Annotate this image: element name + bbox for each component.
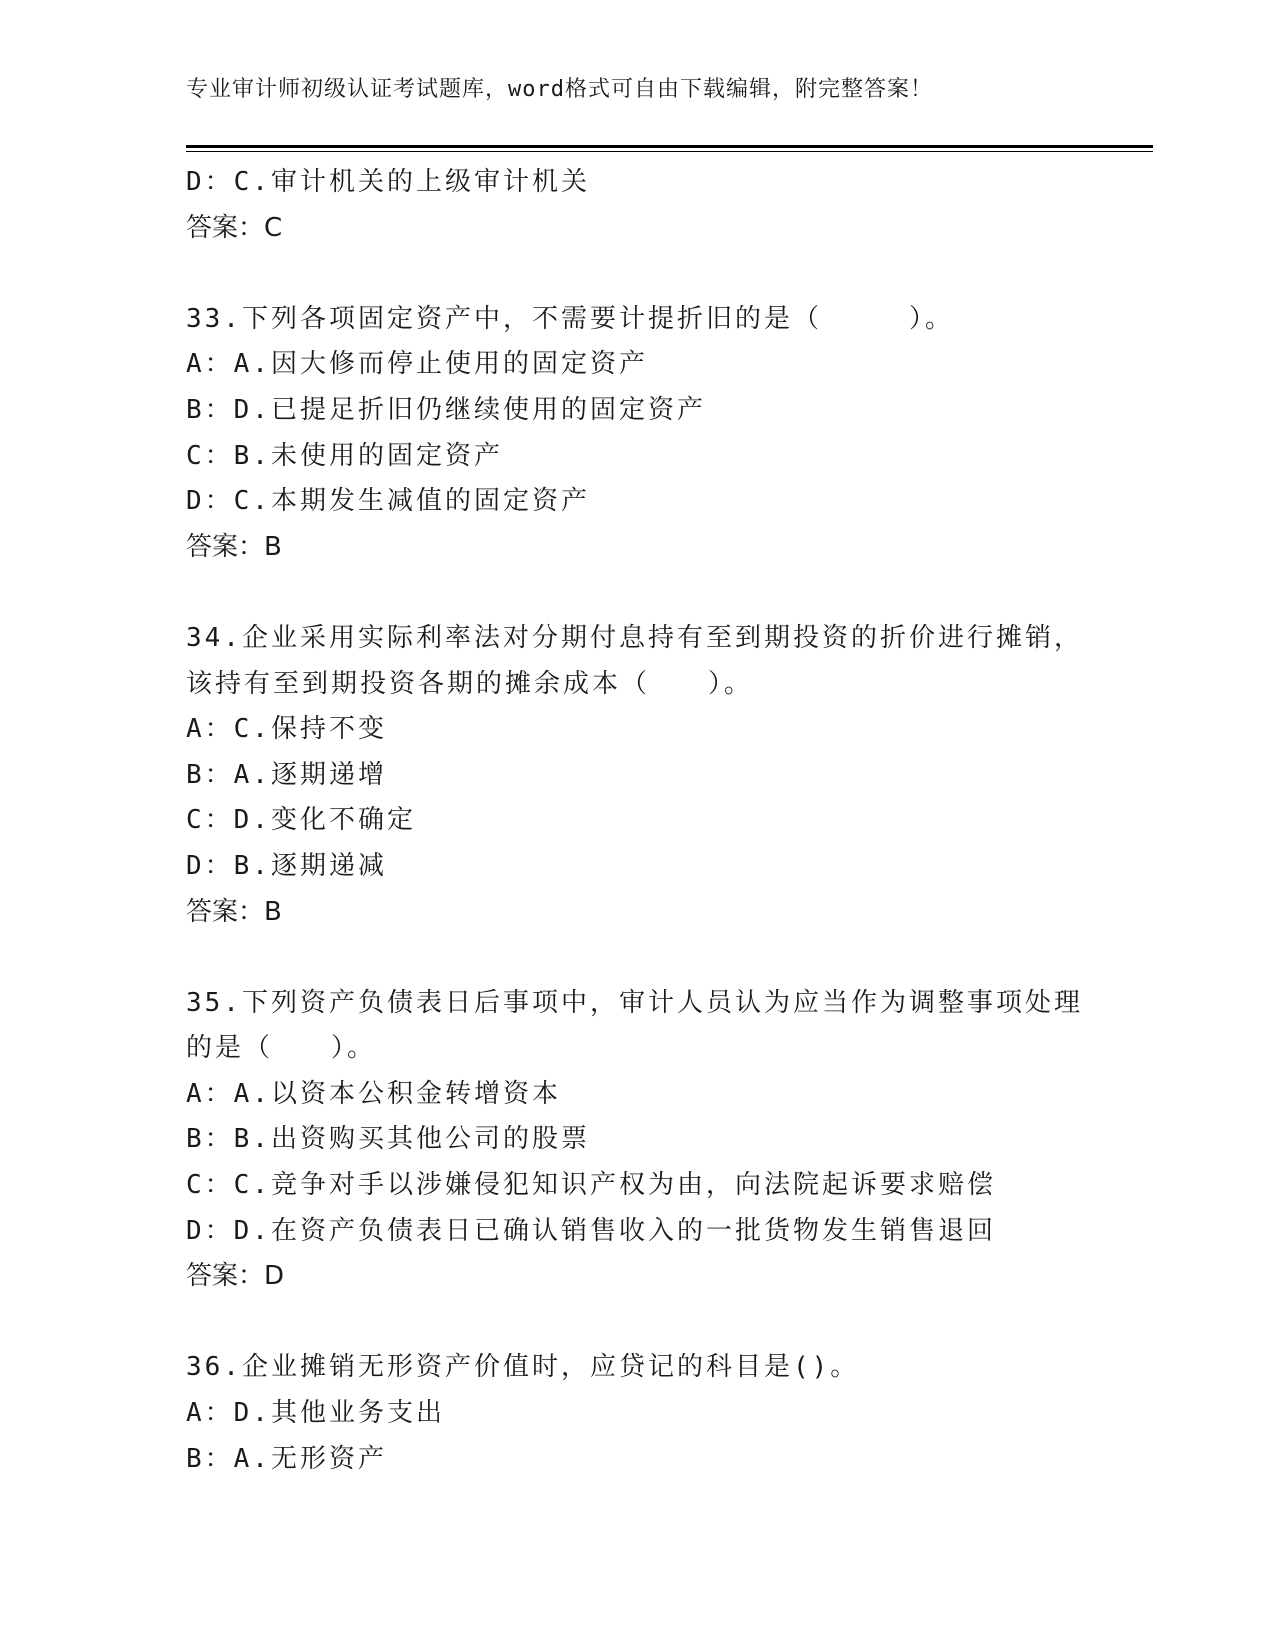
header-divider-thin [186,151,1153,152]
question-block [186,981,1146,1300]
block-spacer [186,570,1146,616]
option-line: B：A.逐期递增 [186,759,387,790]
option-line: C：D.变化不确定 [186,805,416,836]
question-text: 36.企业摊销无形资产价值时，应贷记的科目是()。 [186,1352,860,1383]
question-block [186,1345,1146,1482]
question-block [186,616,1146,935]
option-line: A：C.保持不变 [186,714,387,745]
option-line: A：A.以资本公积金转增资本 [186,1078,561,1109]
document-body [186,160,1146,1482]
question-text: 34.企业采用实际利率法对分期付息持有至到期投资的折价进行摊销， [186,622,1083,653]
option-line: C：C.竞争对手以涉嫌侵犯知识产权为由，向法院起诉要求赔偿 [186,1170,996,1201]
option-line: D：C.审计机关的上级审计机关 [186,167,590,197]
question-block [186,160,1146,251]
answer-line: 答案：D [186,1261,285,1292]
option-line: A：A.因大修而停止使用的固定资产 [186,349,648,380]
answer-line: 答案：B [186,896,282,927]
option-line: B：D.已提足折旧仍继续使用的固定资产 [186,394,706,425]
option-line: D：C.本期发生减值的固定资产 [186,486,590,517]
question-text: 的是（ ）。 [186,1033,377,1064]
question-block [186,297,1146,571]
option-line: C：B.未使用的固定资产 [186,440,503,471]
option-line: D：D.在资产负债表日已确认销售收入的一批货物发生销售退回 [186,1215,996,1246]
block-spacer [186,935,1146,981]
question-text: 35.下列资产负债表日后事项中，审计人员认为应当作为调整事项处理 [186,987,1083,1018]
option-line: A：D.其他业务支出 [186,1398,445,1429]
answer-line: 答案：B [186,531,282,562]
block-spacer [186,1300,1146,1346]
block-spacer [186,251,1146,297]
question-text: 该持有至到期投资各期的摊余成本（ ）。 [186,668,754,699]
answer-line: 答案：C [186,212,283,243]
page-header: 专业审计师初级认证考试题库，word格式可自由下载编辑，附完整答案！ [186,77,933,102]
option-line: B：B.出资购买其他公司的股票 [186,1124,590,1155]
option-line: B：A.无形资产 [186,1443,387,1474]
header-divider [186,145,1153,148]
option-line: D：B.逐期递减 [186,850,387,881]
question-text: 33.下列各项固定资产中，不需要计提折旧的是（ ）。 [186,303,954,334]
